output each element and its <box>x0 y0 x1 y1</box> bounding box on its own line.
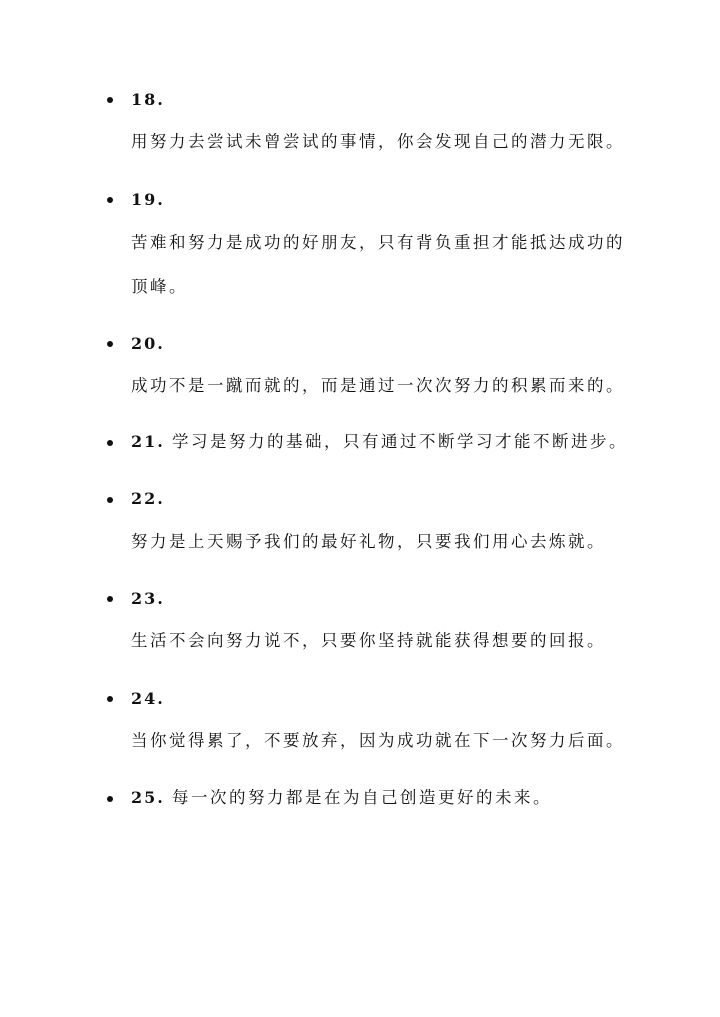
item-text: 成功不是一蹴而就的，而是通过一次次努力的积累而来的。 <box>131 376 625 395</box>
item-number: 19. <box>131 190 165 209</box>
item-number: 21. <box>131 432 165 451</box>
item-text: 苦难和努力是成功的好朋友，只有背负重担才能抵达成功的 <box>131 233 625 252</box>
item-text: 学习是努力的基础，只有通过不断学习才能不断进步。 <box>172 432 628 451</box>
item-number: 18. <box>131 90 165 109</box>
item-number: 23. <box>131 589 165 608</box>
bullet-icon <box>107 97 113 103</box>
item-number: 20. <box>131 334 165 353</box>
item-text: 努力是上天赐予我们的最好礼物，只要我们用心去炼就。 <box>131 532 606 551</box>
bullet-icon <box>107 696 113 702</box>
bullet-icon <box>107 341 113 347</box>
item-number: 22. <box>131 489 165 508</box>
item-text: 每一次的努力都是在为自己创造更好的未来。 <box>172 788 552 807</box>
item-number: 25. <box>131 788 165 807</box>
item-text: 当你觉得累了，不要放弃，因为成功就在下一次努力后面。 <box>131 731 625 750</box>
item-number: 24. <box>131 689 165 708</box>
item-text: 用努力去尝试未曾尝试的事情，你会发现自己的潜力无限。 <box>131 132 625 151</box>
bullet-icon <box>107 440 113 446</box>
item-text-continued: 顶峰。 <box>131 277 188 296</box>
bullet-icon <box>107 796 113 802</box>
bullet-icon <box>107 596 113 602</box>
item-text: 生活不会向努力说不，只要你坚持就能获得想要的回报。 <box>131 631 606 650</box>
bullet-icon <box>107 497 113 503</box>
bullet-icon <box>107 197 113 203</box>
